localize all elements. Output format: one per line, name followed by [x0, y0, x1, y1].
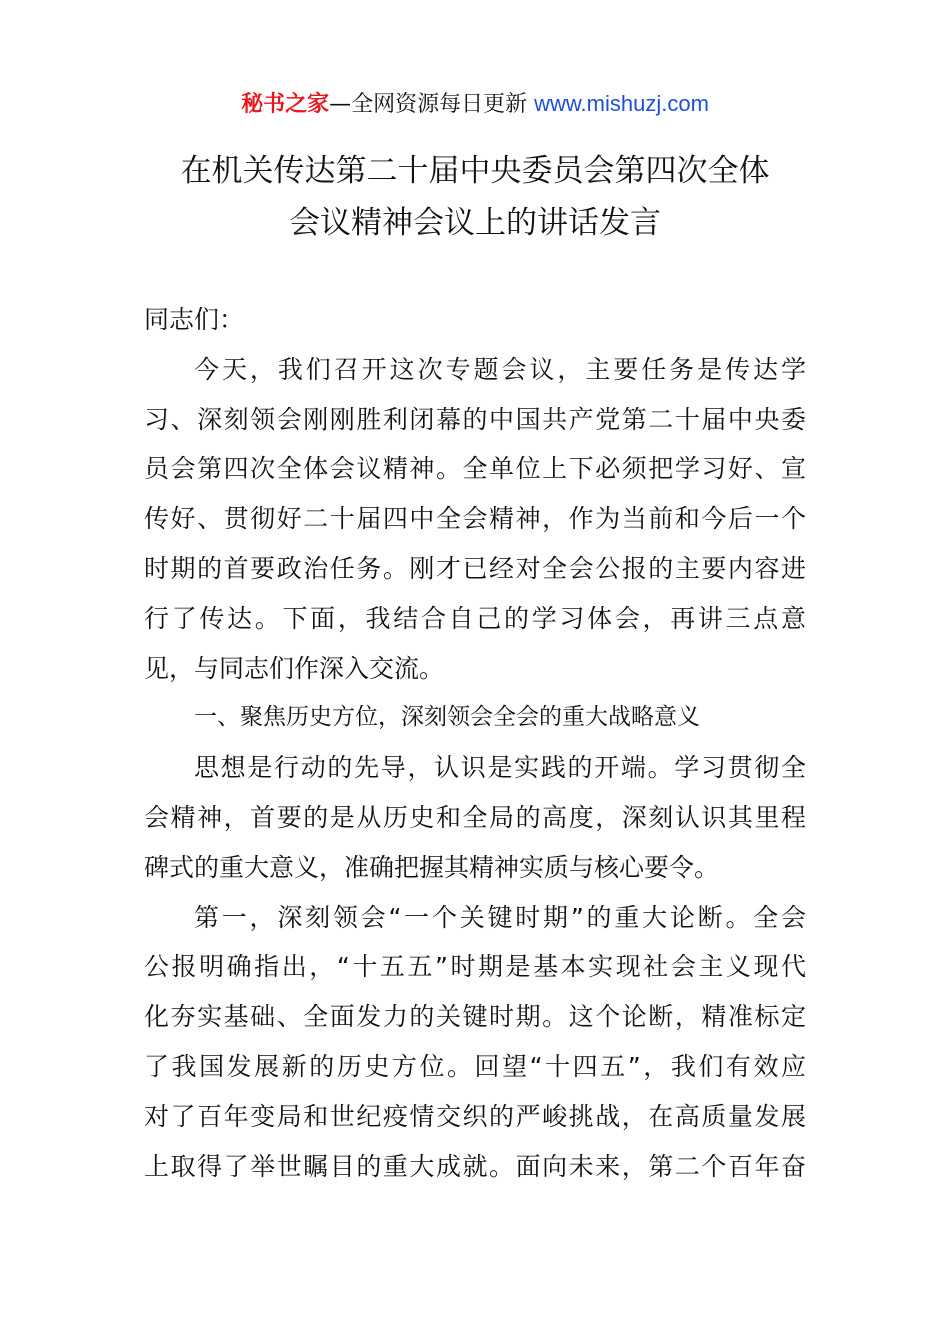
paragraph-line: 公报明确指出，“十五五”时期是基本实现社会主义现代 — [144, 952, 806, 982]
title-line-2: 会议精神会议上的讲话发言 — [289, 205, 661, 241]
paragraph-line: 时期的首要政治任务。刚才已经对全会公报的主要内容进 — [144, 553, 806, 583]
paragraph-line: 思想是行动的先导，认识是实践的开端。学习贯彻全 — [194, 753, 806, 783]
document-title — [0, 145, 950, 249]
salutation: 同志们： — [144, 305, 245, 334]
paragraph-line: 上取得了举世瞩目的重大成就。面向未来，第二个百年奋 — [144, 1151, 806, 1181]
site-url-link[interactable]: www.mishuzj.com — [534, 91, 709, 116]
paragraph-line: 见，与同志们作深入交流。 — [144, 653, 445, 683]
paragraph-line: 会精神，首要的是从历史和全局的高度，深刻认识其里程 — [144, 802, 806, 832]
paragraph-line: 今天，我们召开这次专题会议，主要任务是传达学 — [194, 354, 806, 384]
paragraph-line: 了我国发展新的历史方位。回望“十四五”，我们有效应 — [144, 1051, 806, 1081]
site-header — [0, 88, 950, 121]
paragraph-line: 习、深刻领会刚刚胜利闭幕的中国共产党第二十届中央委 — [144, 404, 806, 434]
paragraph-line: 传好、贯彻好二十届四中全会精神，作为当前和今后一个 — [144, 504, 806, 534]
brand-name: 秘书之家 — [241, 92, 330, 117]
header-slogan: —全网资源每日更新 — [329, 92, 535, 117]
paragraph-line: 员会第四次全体会议精神。全单位上下必须把学习好、宣 — [144, 454, 806, 484]
paragraph-line: 对了百年变局和世纪疫情交织的严峻挑战，在高质量发展 — [144, 1101, 806, 1131]
section-heading: 一、聚焦历史方位，深刻领会全会的重大战略意义 — [194, 704, 700, 731]
paragraph-line: 行了传达。下面，我结合自己的学习体会，再讲三点意 — [144, 603, 806, 633]
paragraph-line: 第一，深刻领会“一个关键时期”的重大论断。全会 — [194, 902, 806, 932]
title-line-1: 在机关传达第二十届中央委员会第四次全体 — [180, 153, 770, 189]
paragraph-line: 碑式的重大意义，准确把握其精神实质与核心要令。 — [144, 852, 720, 882]
paragraph-line: 化夯实基础、全面发力的关键时期。这个论断，精准标定 — [144, 1002, 806, 1032]
document-body — [144, 295, 806, 1191]
